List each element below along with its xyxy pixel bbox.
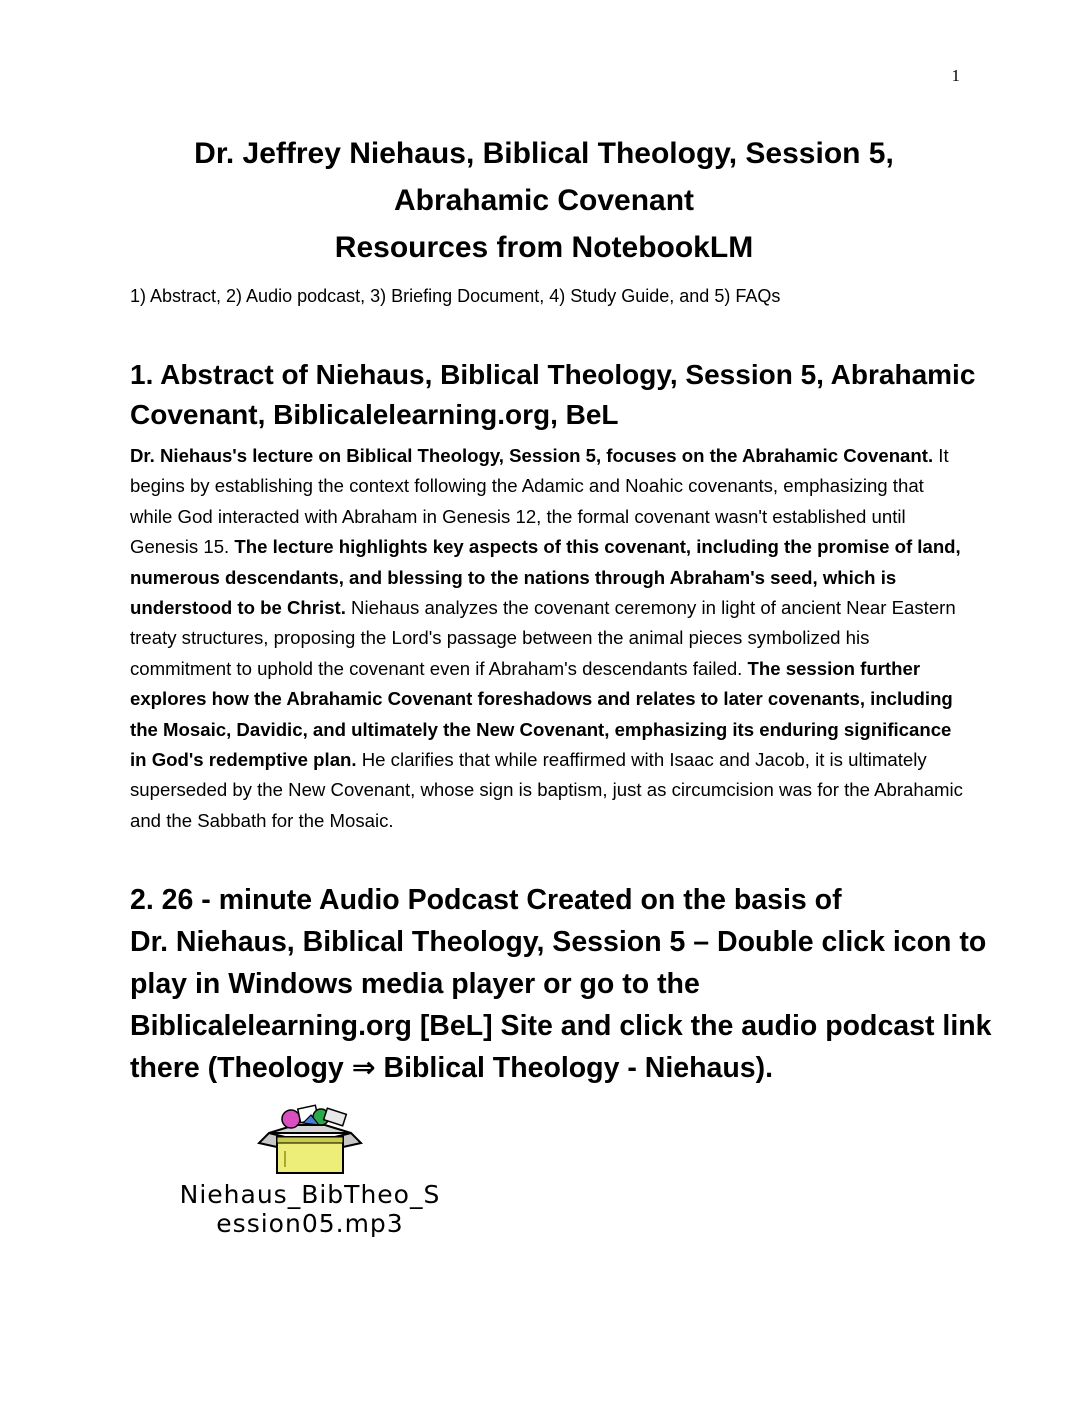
podcast-heading-line-5	[130, 1047, 970, 1089]
abstract-bold-1: Dr. Niehaus's lecture on Biblical Theology, Session 5, focuses on the Abrahamic Covenant.	[130, 445, 934, 466]
media-package-icon[interactable]	[255, 1103, 365, 1175]
filename-line-2: ession05.mp3	[216, 1209, 404, 1238]
filename-line-1: Niehaus_BibTheo_S	[179, 1180, 441, 1209]
abstract-heading	[130, 355, 976, 435]
podcast-heading-line-3: play in Windows media player or go to the	[130, 968, 700, 1000]
abstract-text-1: It begins by establishing the context following the Adamic and Noahic covenants, emphasizing that while God interacted with Abraham in Genesis 12, the formal covenant wasn't established until Genesis 15.	[130, 445, 949, 558]
podcast-heading-line-4: Biblicalelearning.org [BeL] Site and click the audio podcast link	[130, 1010, 992, 1042]
abstract-bold-2: The lecture highlights key aspects of this covenant, including the promise of land, numerous descendants, and blessing to the nations through Abraham's seed, which is understood to be Christ.	[130, 536, 961, 619]
podcast-heading-line-5-start: there (Theology	[130, 1052, 352, 1084]
package-icon-graphic	[255, 1103, 365, 1175]
abstract-heading-line-2: Covenant, Biblicalelearning.org, BeL	[130, 399, 619, 430]
page-title	[130, 130, 958, 271]
abstract-heading-line-1: 1. Abstract of Niehaus, Biblical Theology, Session 5, Abrahamic	[130, 359, 976, 390]
abstract-text-3: He clarifies that while reaffirmed with Isaac and Jacob, it is ultimately superseded by the New Covenant, whose sign is baptism, just as circumcision was for the Abrahamic and the Sabbath for the Mosaic.	[130, 749, 963, 831]
abstract-bold-3: The session further explores how the Abrahamic Covenant foreshadows and relates to later covenants, including the Mosaic, Davidic, and ultimately the New Covenant, emphasizing its enduring significance in God's redemptive plan.	[130, 657, 953, 771]
podcast-heading-line-5-end: Biblical Theology - Niehaus).	[375, 1052, 774, 1084]
attachment-filename[interactable]	[130, 1180, 490, 1238]
abstract-text-2: Niehaus analyzes the covenant ceremony in light of ancient Near Eastern treaty structures, proposing the Lord's passage between the animal pieces symbolized his commitment to uphold the covenant even if Abraham's descendants failed.	[130, 597, 956, 679]
podcast-heading-line-1: 2. 26 - minute Audio Podcast Created on the basis of	[130, 884, 842, 916]
title-line-1: Dr. Jeffrey Niehaus, Biblical Theology, Session 5,	[194, 137, 894, 170]
title-line-3: Resources from NotebookLM	[334, 231, 754, 264]
abstract-paragraph	[130, 441, 966, 836]
title-line-2: Abrahamic Covenant	[393, 184, 695, 217]
contents-line: 1) Abstract, 2) Audio podcast, 3) Briefing Document, 4) Study Guide, and 5) FAQs	[130, 286, 781, 306]
podcast-heading-line-2: Dr. Niehaus, Biblical Theology, Session 5 – Double click icon to	[130, 926, 987, 958]
page-number: 1	[951, 66, 960, 85]
right-arrow-icon: ⇒	[351, 1052, 376, 1084]
podcast-heading	[130, 879, 992, 1089]
